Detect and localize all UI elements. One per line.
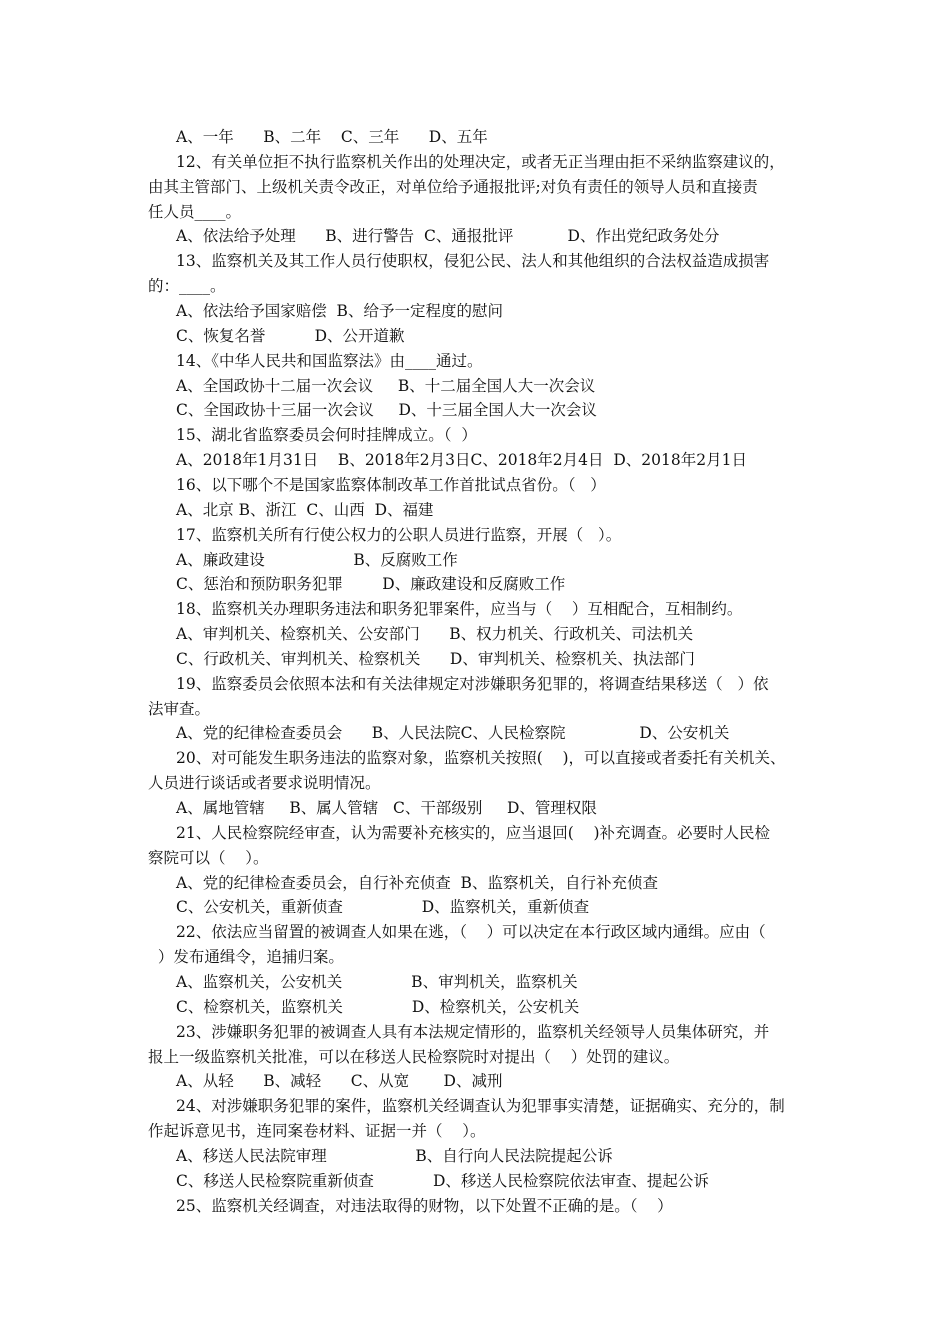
text-line: 人员进行谈话或者要求说明情况。 xyxy=(148,774,381,793)
text-line: 12、有关单位拒不执行监察机关作出的处理决定，或者无正当理由拒不采纳监察建议的， xyxy=(176,152,785,171)
text-line: C、公安机关，重新侦查 D、监察机关，重新侦查 xyxy=(176,898,590,917)
text-line: 由其主管部门、上级机关责令改正，对单位给予通报批评;对负有责任的领导人员和直接责 xyxy=(148,177,758,196)
text-line: C、检察机关，监察机关 D、检察机关，公安机关 xyxy=(176,997,580,1016)
text-line: A、全国政协十二届一次会议 B、十二届全国人大一次会议 xyxy=(176,376,596,395)
text-line: 22、依法应当留置的被调查人如果在逃，（ ）可以决定在本行政区域内通缉。应由（ xyxy=(176,923,766,942)
text-line: A、党的纪律检查委员会，自行补充侦查 B、监察机关，自行补充侦查 xyxy=(176,873,658,892)
text-line: A、监察机关，公安机关 B、审判机关，监察机关 xyxy=(176,972,578,991)
text-line: 20、对可能发生职务违法的监察对象，监察机关按照( )，可以直接或者委托有关机关、 xyxy=(176,749,786,768)
text-line: 25、监察机关经调查，对违法取得的财物，以下处置不正确的是。（ ） xyxy=(176,1196,673,1215)
text-line: 17、监察机关所有行使公权力的公职人员进行监察，开展（ ）。 xyxy=(176,525,622,544)
text-line: 察院可以（ ）。 xyxy=(148,848,269,867)
text-line: 24、对涉嫌职务犯罪的案件，监察机关经调查认为犯罪事实清楚，证据确实、充分的，制 xyxy=(176,1097,785,1116)
text-line: 23、涉嫌职务犯罪的被调查人具有本法规定情形的，监察机关经领导人员集体研究，并 xyxy=(176,1022,770,1041)
text-line: A、廉政建设 B、反腐败工作 xyxy=(176,550,458,569)
text-line: A、一年 B、二年 C、三年 D、五年 xyxy=(176,128,488,146)
text-line: 13、监察机关及其工作人员行使职权，侵犯公民、法人和其他组织的合法权益造成损害 xyxy=(176,252,770,271)
text-line: ）发布通缉令，追捕归案。 xyxy=(148,948,344,967)
text-line: 19、监察委员会依照本法和有关法律规定对涉嫌职务犯罪的，将调查结果移送（ ）依 xyxy=(176,674,769,693)
text-line: A、依法给予国家赔偿 B、给予一定程度的慰问 xyxy=(176,302,503,320)
text-line: 14、《中华人民共和国监察法》由____通过。 xyxy=(176,351,483,370)
text-line: C、全国政协十三届一次会议 D、十三届全国人大一次会议 xyxy=(176,401,597,420)
text-line: A、从轻 B、减轻 C、从宽 D、减刑 xyxy=(176,1072,503,1091)
text-line: 15、湖北省监察委员会何时挂牌成立。（ ） xyxy=(176,426,477,445)
text-line: 18、监察机关办理职务违法和职务犯罪案件，应当与（ ）互相配合，互相制约。 xyxy=(176,600,743,619)
text-line: 16、以下哪个不是国家监察体制改革工作首批试点省份。（ ） xyxy=(176,475,606,494)
text-line: A、党的纪律检查委员会 B、人民法院C、人民检察院 D、公安机关 xyxy=(176,724,730,743)
text-line: 作起诉意见书，连同案卷材料、证据一并（ ）。 xyxy=(148,1122,486,1140)
text-line: 报上一级监察机关批准，可以在移送人民检察院时对提出（ ）处罚的建议。 xyxy=(148,1047,680,1066)
text-line: 的：____。 xyxy=(148,277,226,296)
text-line: A、移送人民法院审理 B、自行向人民法院提起公诉 xyxy=(176,1146,613,1165)
text-line: A、审判机关、检察机关、公安部门 B、权力机关、行政机关、司法机关 xyxy=(176,625,694,643)
text-line: 21、人民检察院经审查，认为需要补充核实的，应当退回( )补充调查。必要时人民检 xyxy=(176,823,771,842)
text-line: 法审查。 xyxy=(148,699,211,718)
text-line: A、北京 B、浙江 C、山西 D、福建 xyxy=(176,500,434,519)
text-line: C、移送人民检察院重新侦查 D、移送人民检察院依法审查、提起公诉 xyxy=(176,1171,709,1190)
text-line: 任人员____。 xyxy=(148,202,242,221)
text-line: A、属地管辖 B、属人管辖 C、干部级别 D、管理权限 xyxy=(176,799,597,817)
text-line: C、惩治和预防职务犯罪 D、廉政建设和反腐败工作 xyxy=(176,575,566,594)
text-line: C、恢复名誉 D、公开道歉 xyxy=(176,326,405,345)
text-line: A、2018年1月31日 B、2018年2月3日C、2018年2月4日 D、2018年2月1日 xyxy=(176,451,747,470)
text-line: C、行政机关、审判机关、检察机关 D、审判机关、检察机关、执法部门 xyxy=(176,649,695,668)
text-line: A、依法给予处理 B、进行警告 C、通报批评 D、作出党纪政务处分 xyxy=(176,227,720,246)
